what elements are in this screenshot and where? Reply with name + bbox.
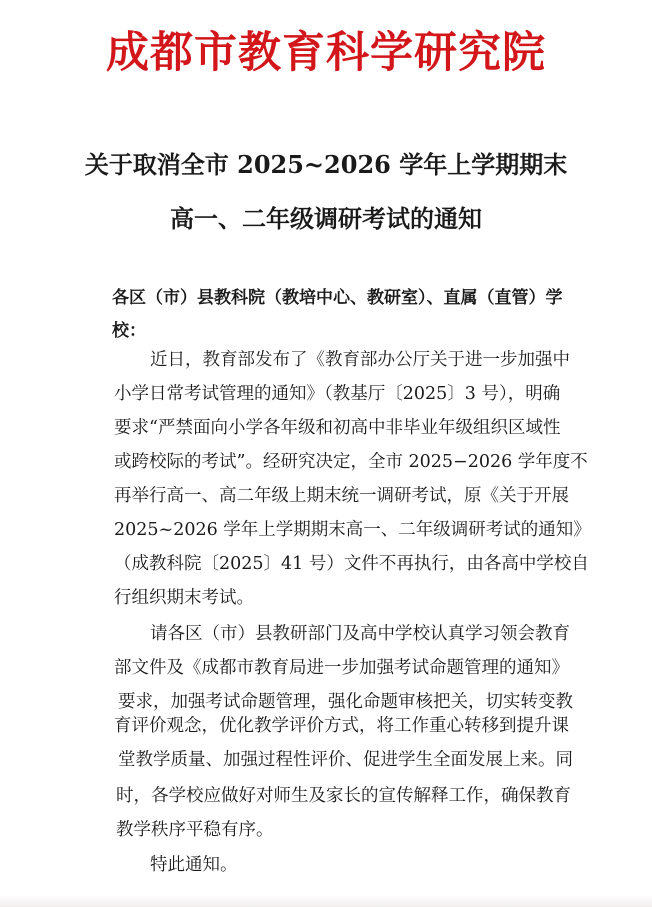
addressee-line-1: 各区（市）县教科院（教培中心、教研室）、直属（直管）学 [112,288,563,308]
paragraph-1-line-3: 要求“严禁面向小学各年级和初高中非毕业年级组织区域性 [114,418,561,438]
paragraph-2-line-7: 教学秩序平稳有序。 [116,820,274,840]
paragraph-1-line-2: 小学日常考试管理的通知》（教基厅〔2025〕3 号），明确 [114,384,561,404]
closing-line: 特此通知。 [150,855,238,875]
paragraph-1-line-4: 或跨校际的考试”。经研究决定，全市 2025−2026 学年度不 [114,452,588,472]
paragraph-2-line-5: 堂教学质量、加强过程性评价、促进学生全面发展上来。同 [118,750,573,770]
paragraph-1-line-8: 行组织期末考试。 [114,588,254,608]
addressee-line-2: 校： [112,321,146,341]
paragraph-2-line-6: 时，各学校应做好对师生及家长的宣传解释工作，确保教育 [116,786,571,806]
institution-header: 成都市教育科学研究院 [106,28,546,78]
paragraph-1-line-7: （成教科院〔2025〕41 号）文件不再执行，由各高中学校自 [114,554,589,574]
notice-title-line-1: 关于取消全市 2025~2026 学年上学期期末 [84,150,568,179]
paragraph-1-line-1: 近日，教育部发布了《教育部办公厅关于进一步加强中 [150,350,570,370]
paragraph-2-line-2: 部文件及《成都市教育局进一步加强考试命题管理的通知》 [114,658,569,678]
page-bottom-edge [0,895,652,907]
paragraph-1-line-5: 再举行高一、高二年级上期末统一调研考试，原《关于开展 [114,486,569,506]
notice-title-line-2: 高一、二年级调研考试的通知 [170,204,482,233]
paragraph-2-line-4: 育评价观念，优化教学评价方式，将工作重心转移到提升课 [114,716,569,736]
paragraph-2-line-1: 请各区（市）县教研部门及高中学校认真学习领会教育 [150,624,570,644]
paragraph-1-line-6: 2025~2026 学年上学期期末高一、二年级调研考试的通知》 [114,520,591,540]
paragraph-2-line-3: 要求，加强考试命题管理，强化命题审核把关，切实转变教 [118,692,573,712]
